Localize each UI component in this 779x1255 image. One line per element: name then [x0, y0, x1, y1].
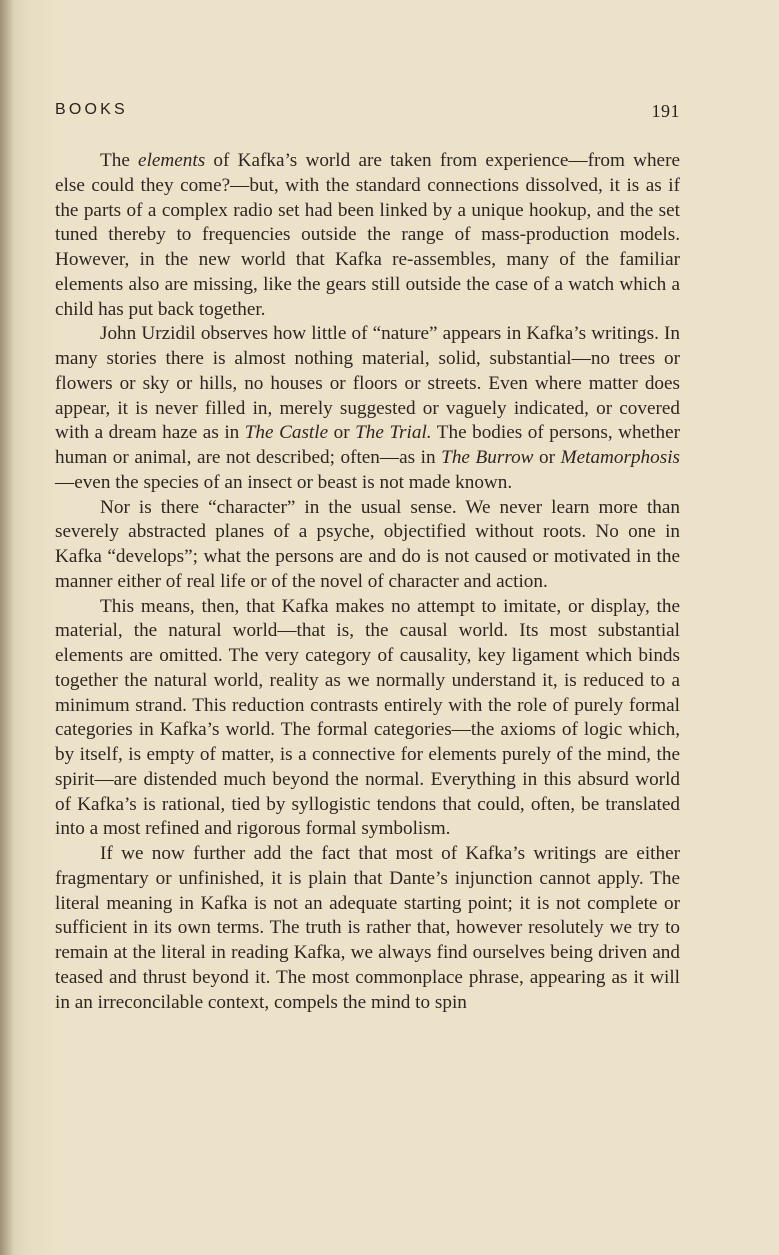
italic-title: The Burrow: [441, 447, 534, 468]
text-run: This means, then, that Kafka makes no attempt to imitate, or display, the material, the natural world—that is, the causal world. Its most substantial elements are omitted. The very category of causality, key ligament which binds together the natural world, reality as we normally understand it, is reduced to a minimum strand. This reduction contrasts entirely with the role of purely formal categories in Kafka’s world. The formal categories—the axioms of logic which, by itself, is empty of matter, is a connective for elements purely of the mind, the spirit—are distended much beyond the normal. Everything in this absurd world of Kafka’s is rational, tied by syllogistic tendons that could, often, be translated into a most refined and rigorous formal symbolism.: [55, 595, 680, 840]
italic-title: The Castle: [244, 422, 329, 444]
italic-title: The Trial.: [355, 422, 432, 444]
text-run: Nor is there “character” in the usual sense. We never learn more than severely abstracted planes of a psyche, objectified without roots. No one in Kafka “develops”; what the persons are and do is not caused or motivated in the manner either of real life or of the novel of character and action.: [55, 496, 680, 592]
text-run: —even the species of an insect or beast is not made known.: [55, 471, 513, 493]
text-run: The: [100, 150, 139, 171]
text-run: The bodies of persons, whether human or animal, are not described; often—as in: [55, 422, 680, 468]
paragraph: [55, 496, 680, 595]
text-run: of Kafka’s world are taken from experience—from where else could they come?—but, with the standard connections dissolved, it is as if the parts of a complex radio set had been linked by a unique hookup, and the set tuned thereby to frequencies outside the range of mass-production models. However, in the new world that Kafka re-assembles, many of the familiar elements also are missing, like the gears still outside the case of a watch which a child has put back together.: [55, 150, 680, 320]
text-run: or: [328, 422, 356, 444]
text-run: or: [533, 447, 561, 468]
section-title: BOOKS: [55, 101, 128, 118]
italic-title: elements: [138, 150, 206, 171]
paragraph: [55, 149, 680, 322]
text-run: If we now further add the fact that most of Kafka’s writings are either fragmentary or unfinished, it is plain that Dante’s injunction cannot apply. The literal meaning in Kafka is not an adequate starting point; it is not complete or sufficient in its own terms. The truth is rather that, however resolutely we try to remain at the literal in reading Kafka, we always find ourselves being driven and teased and thrust beyond it. The most commonplace phrase, appearing as it will in an irreconcilable context, compels the mind to spin: [55, 843, 680, 1013]
italic-title: Metamorphosis: [560, 447, 681, 468]
paragraph: [55, 322, 680, 495]
body-text: [55, 149, 680, 1015]
paragraph: [55, 842, 680, 1015]
spine-shadow: [0, 0, 14, 1255]
running-head: [55, 101, 680, 125]
text-run: John Urzidil observes how little of “nature” appears in Kafka’s writings. In many stories there is almost nothing material, solid, substantial—no trees or flowers or sky or hills, no houses or floors or streets. Even where matter does appear, it is never filled in, merely suggested or vaguely indicated, or covered with a dream haze as in: [55, 323, 680, 444]
page-number: 191: [651, 101, 680, 121]
paragraph: [55, 595, 680, 843]
